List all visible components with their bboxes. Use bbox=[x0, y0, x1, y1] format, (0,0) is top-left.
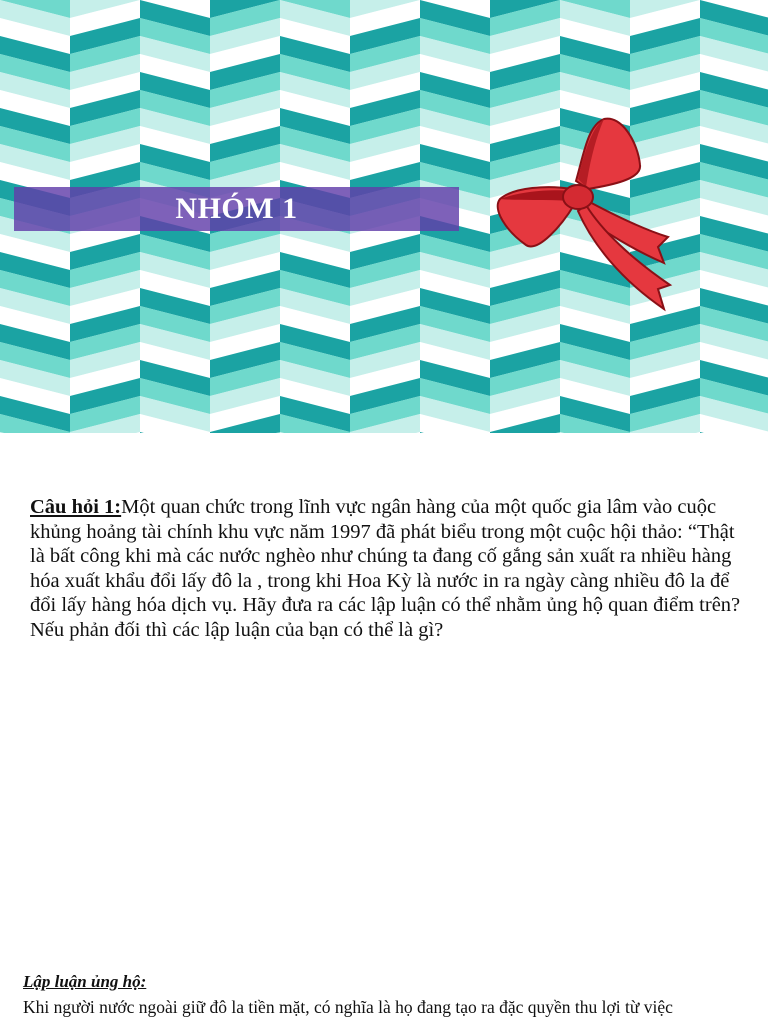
cover-banner bbox=[0, 0, 768, 433]
red-bow-icon bbox=[492, 113, 677, 315]
argument-heading: Lập luận ủng hộ: bbox=[23, 972, 147, 991]
question-text: Một quan chức trong lĩnh vực ngân hàng của một quốc gia lâm vào cuộc khủng hoảng tài chính khu vực năm 1997 đã phát biểu trong một cuộc hội thảo: “Thật là bất công khi mà các nước nghèo như chúng ta đang cố gắng sản xuất ra nhiều hàng hóa xuất khẩu đổi lấy đô la , trong khi Hoa Kỳ là nước in ra ngày càng nhiều đô la để đổi lấy hàng hóa dịch vụ. Hãy đưa ra các lập luận có thể nhằm ủng hộ quan điểm trên? Nếu phản đối thì các lập luận của bạn có thể là gì? bbox=[30, 496, 741, 641]
argument-body: Khi người nước ngoài giữ đô la tiền mặt, có nghĩa là họ đang tạo ra đặc quyền thu lợi từ việc bbox=[23, 997, 673, 1017]
question-paragraph bbox=[30, 495, 742, 642]
title-banner bbox=[14, 187, 459, 231]
page-title: NHÓM 1 bbox=[175, 192, 298, 225]
question-label: Câu hỏi 1: bbox=[30, 496, 122, 518]
